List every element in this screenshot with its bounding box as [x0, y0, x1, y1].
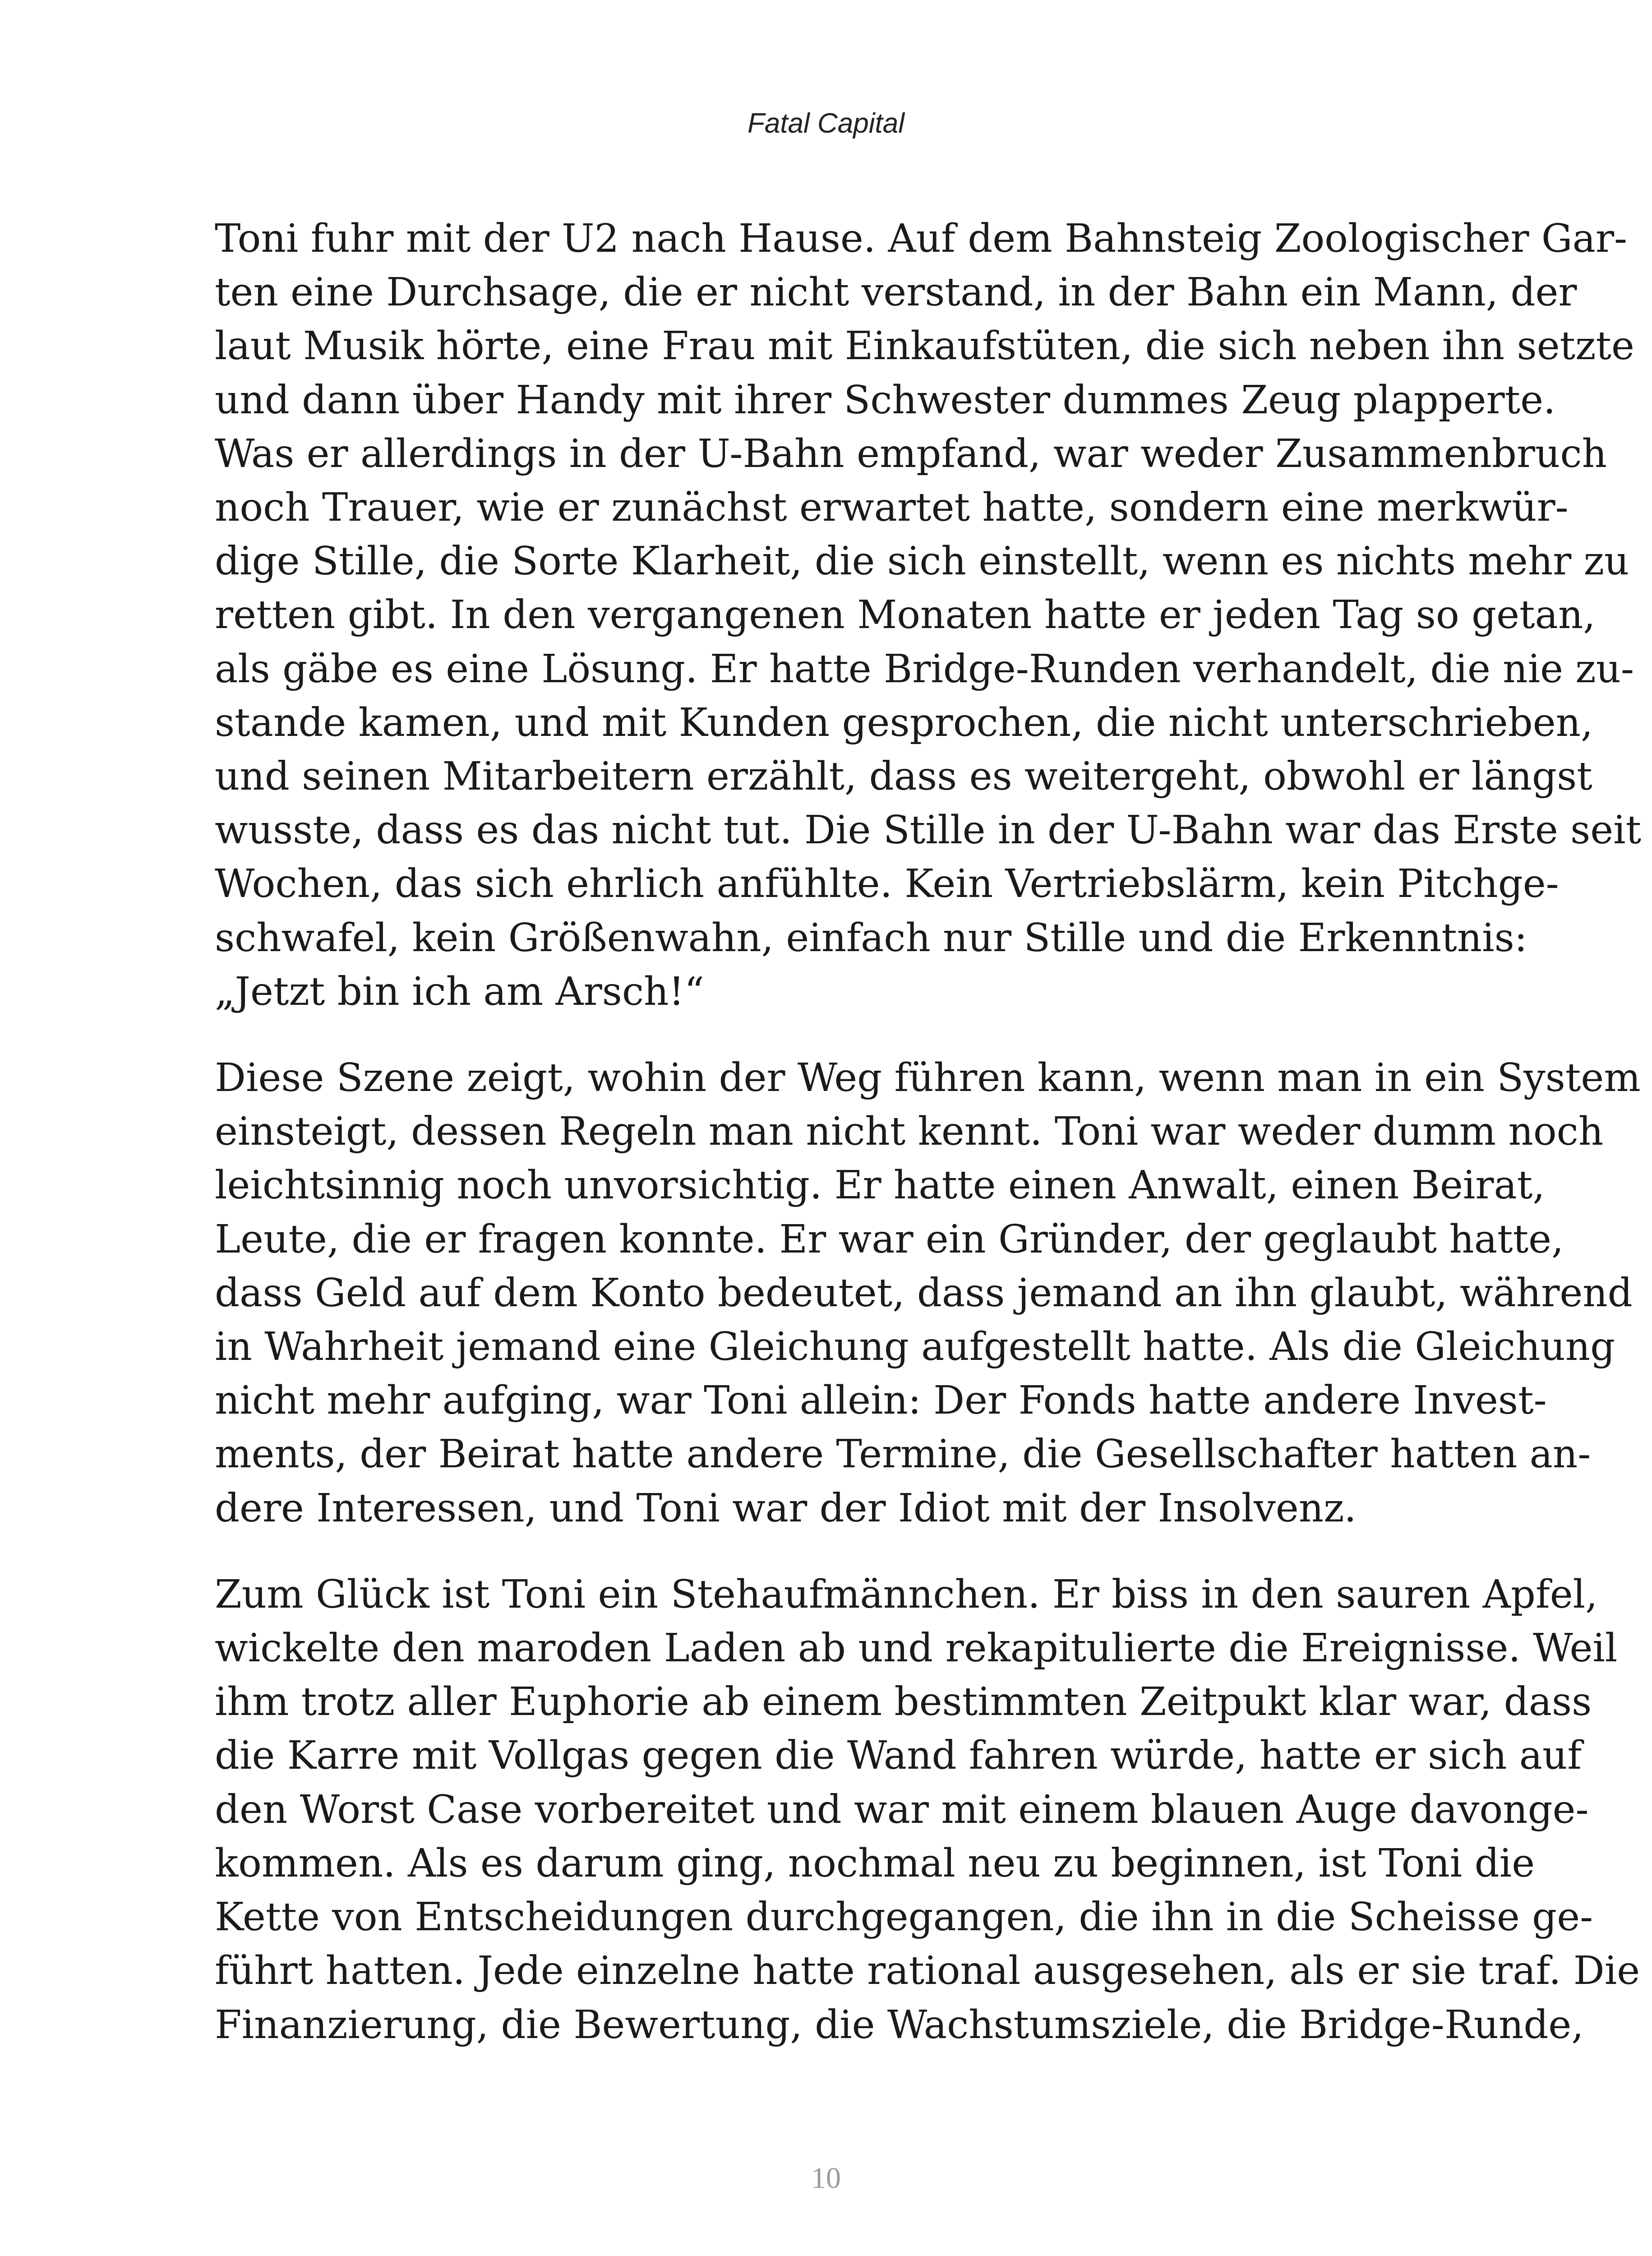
text-line: noch Trauer, wie er zunächst erwartet hatte, sondern eine merkwür-: [215, 485, 1569, 531]
text-line: Finanzierung, die Bewertung, die Wachstumsziele, die Bridge-Runde,: [215, 2002, 1584, 2048]
text-line: wusste, dass es das nicht tut. Die Stille in der U-Bahn war das Erste seit: [215, 808, 1642, 853]
text-line: in Wahrheit jemand eine Gleichung aufgestellt hatte. Als die Gleichung: [215, 1324, 1615, 1370]
text-line: Wochen, das sich ehrlich anfühlte. Kein Vertriebslärm, kein Pitchge-: [215, 861, 1559, 907]
text-line: ihm trotz aller Euphorie ab einem bestimmten Zeitpukt klar war, dass: [215, 1679, 1592, 1725]
text-line: Diese Szene zeigt, wohin der Weg führen kann, wenn man in ein System: [215, 1055, 1641, 1101]
text-line: dige Stille, die Sorte Klarheit, die sich einstellt, wenn es nichts mehr zu: [215, 539, 1629, 584]
text-line: einsteigt, dessen Regeln man nicht kennt. Toni war weder dumm noch: [215, 1109, 1604, 1155]
text-line: retten gibt. In den vergangenen Monaten hatte er jeden Tag so getan,: [215, 592, 1596, 638]
text-line: Kette von Entscheidungen durchgegangen, die ihn in die Scheisse ge-: [215, 1895, 1593, 1940]
paragraph-3: [215, 1568, 1640, 2052]
paragraph-1: [215, 212, 1642, 1019]
text-line: Leute, die er fragen konnte. Er war ein Gründer, der geglaubt hatte,: [215, 1216, 1564, 1262]
text-line: kommen. Als es darum ging, nochmal neu zu beginnen, ist Toni die: [215, 1840, 1535, 1886]
text-line: Zum Glück ist Toni ein Stehaufmännchen. Er biss in den sauren Apfel,: [215, 1572, 1598, 1617]
text-line: wickelte den maroden Laden ab und rekapitulierte die Ereignisse. Weil: [215, 1626, 1618, 1671]
text-line: und dann über Handy mit ihrer Schwester dummes Zeug plapperte.: [215, 377, 1556, 423]
text-line: laut Musik hörte, eine Frau mit Einkaufstüten, die sich neben ihn setzte: [215, 324, 1634, 369]
text-line: dass Geld auf dem Konto bedeutet, dass jemand an ihn glaubt, während: [215, 1270, 1633, 1316]
text-line: und seinen Mitarbeitern erzählt, dass es weitergeht, obwohl er längst: [215, 754, 1592, 800]
paragraph-2: [215, 1051, 1641, 1535]
page-number: 10: [811, 2162, 841, 2195]
text-line: dere Interessen, und Toni war der Idiot mit der Insolvenz.: [215, 1485, 1357, 1531]
running-header: Fatal Capital: [747, 108, 905, 139]
text-line: als gäbe es eine Lösung. Er hatte Bridge-Runden verhandelt, die nie zu-: [215, 646, 1634, 692]
text-line: den Worst Case vorbereitet und war mit einem blauen Auge davonge-: [215, 1787, 1589, 1832]
text-line: die Karre mit Vollgas gegen die Wand fahren würde, hatte er sich auf: [215, 1733, 1582, 1779]
text-line: schwafel, kein Größenwahn, einfach nur Stille und die Erkenntnis:: [215, 915, 1527, 961]
text-line: führt hatten. Jede einzelne hatte rational ausgesehen, als er sie traf. Die: [215, 1948, 1640, 1994]
text-line: ments, der Beirat hatte andere Termine, die Gesellschafter hatten an-: [215, 1432, 1591, 1477]
text-line: „Jetzt bin ich am Arsch!“: [215, 969, 704, 1014]
text-line: ten eine Durchsage, die er nicht verstand, in der Bahn ein Mann, der: [215, 270, 1577, 315]
text-line: leichtsinnig noch unvorsichtig. Er hatte einen Anwalt, einen Beirat,: [215, 1163, 1545, 1208]
text-line: Was er allerdings in der U-Bahn empfand, war weder Zusammenbruch: [215, 431, 1607, 476]
text-line: stande kamen, und mit Kunden gesprochen, die nicht unterschrieben,: [215, 700, 1593, 745]
text-line: Toni fuhr mit der U2 nach Hause. Auf dem Bahnsteig Zoologischer Gar-: [215, 216, 1628, 261]
text-line: nicht mehr aufging, war Toni allein: Der Fonds hatte andere Invest-: [215, 1378, 1547, 1424]
body-text: [215, 212, 1642, 2085]
